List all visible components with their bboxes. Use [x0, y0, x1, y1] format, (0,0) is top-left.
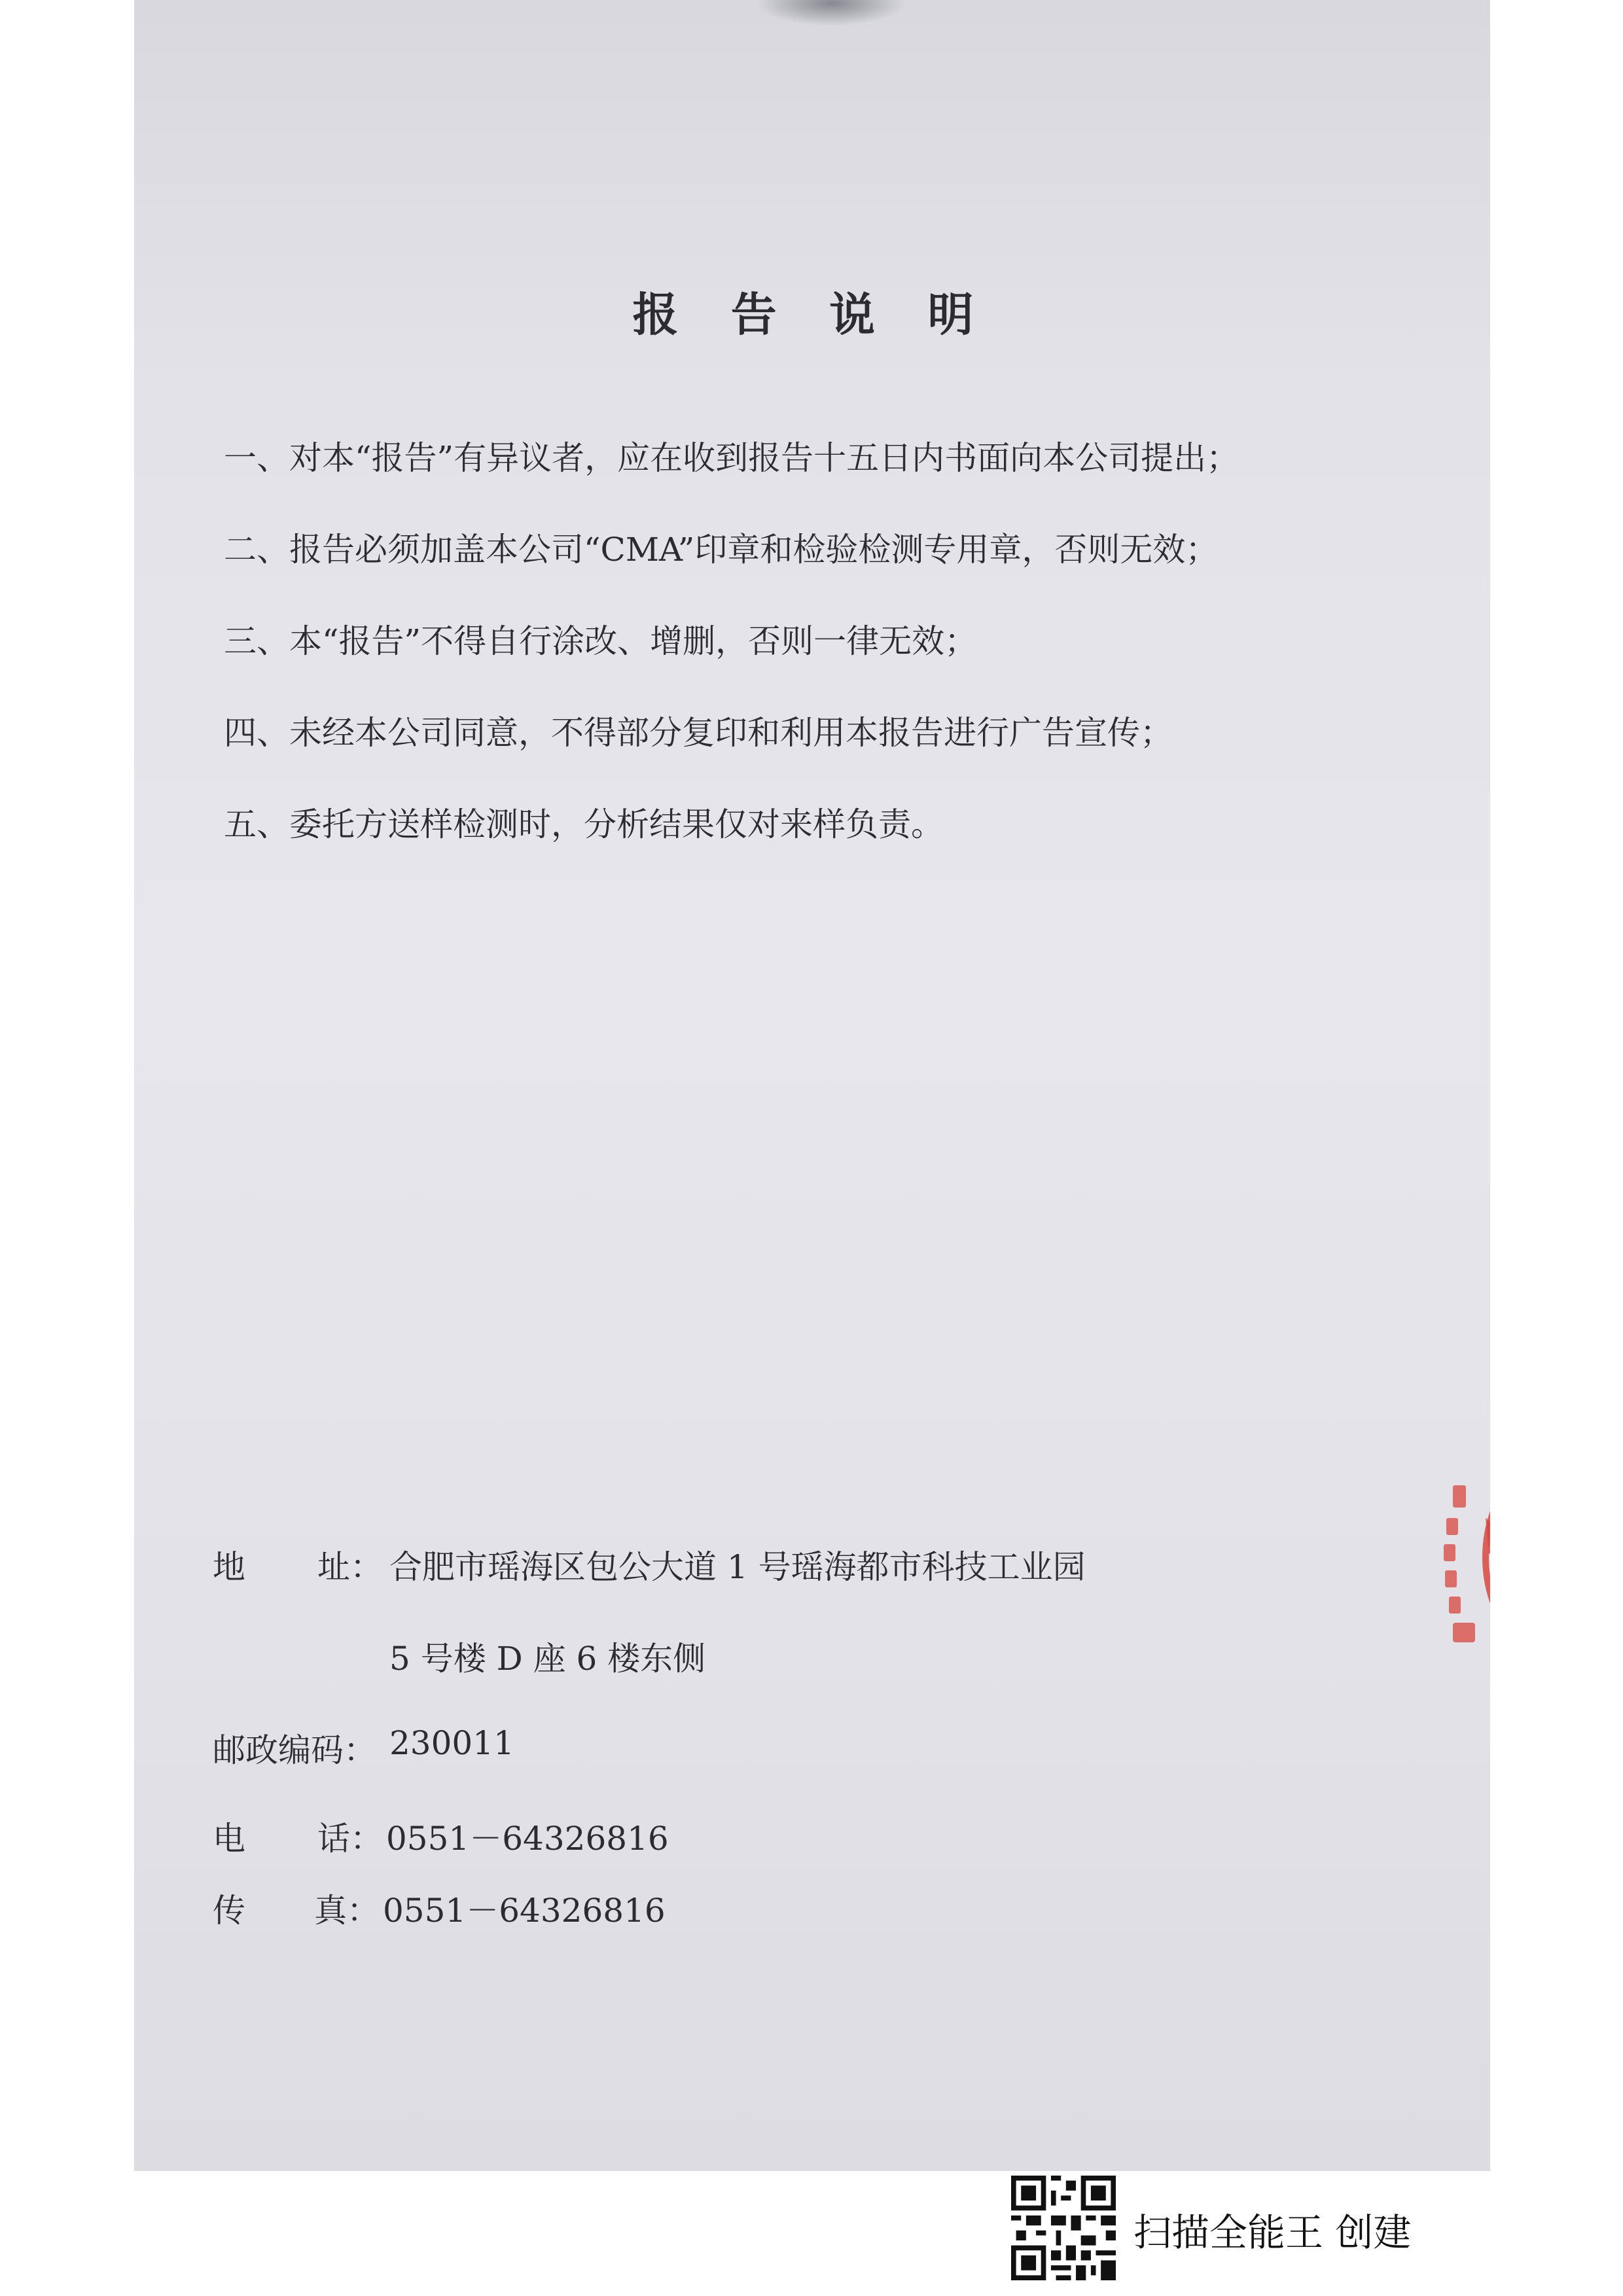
address-line-1: 合肥市瑶海区包公大道 1 号瑶海都市科技工业园	[389, 1548, 1086, 1586]
address-label-1: 地	[213, 1548, 245, 1586]
clause-2: 二、报告必须加盖本公司“CMA”印章和检验检测专用章，否则无效；	[224, 531, 1219, 569]
photo-shadow	[756, 0, 906, 26]
phone-value: 0551－64326816	[386, 1820, 669, 1858]
page-title: 报 告 说 明	[632, 287, 992, 342]
address-line-2: 5 号楼 D 座 6 楼东侧	[389, 1640, 706, 1678]
qr-code-icon	[1011, 2176, 1116, 2280]
scanner-watermark-text: 扫描全能王 创建	[1133, 2210, 1412, 2255]
fax-label-2: 真：	[314, 1892, 380, 1930]
fax-value: 0551－64326816	[383, 1892, 666, 1930]
clause-4: 四、未经本公司同意，不得部分复印和利用本报告进行广告宣传；	[224, 714, 1173, 752]
address-label-2: 址：	[317, 1548, 383, 1586]
clause-5: 五、委托方送样检测时，分析结果仅对来样负责。	[224, 805, 944, 843]
document-page	[134, 0, 1490, 2171]
postal-label: 邮政编码：	[213, 1731, 376, 1769]
postal-value: 230011	[389, 1724, 514, 1762]
phone-label-2: 话：	[317, 1820, 383, 1858]
clause-3: 三、本“报告”不得自行涂改、增删，否则一律无效；	[224, 622, 978, 660]
fax-label-1: 传	[213, 1892, 245, 1930]
red-seal-stamp-icon	[1427, 1413, 1490, 1701]
clause-1: 一、对本“报告”有异议者，应在收到报告十五日内书面向本公司提出；	[224, 439, 1240, 477]
phone-label-1: 电	[213, 1820, 245, 1858]
